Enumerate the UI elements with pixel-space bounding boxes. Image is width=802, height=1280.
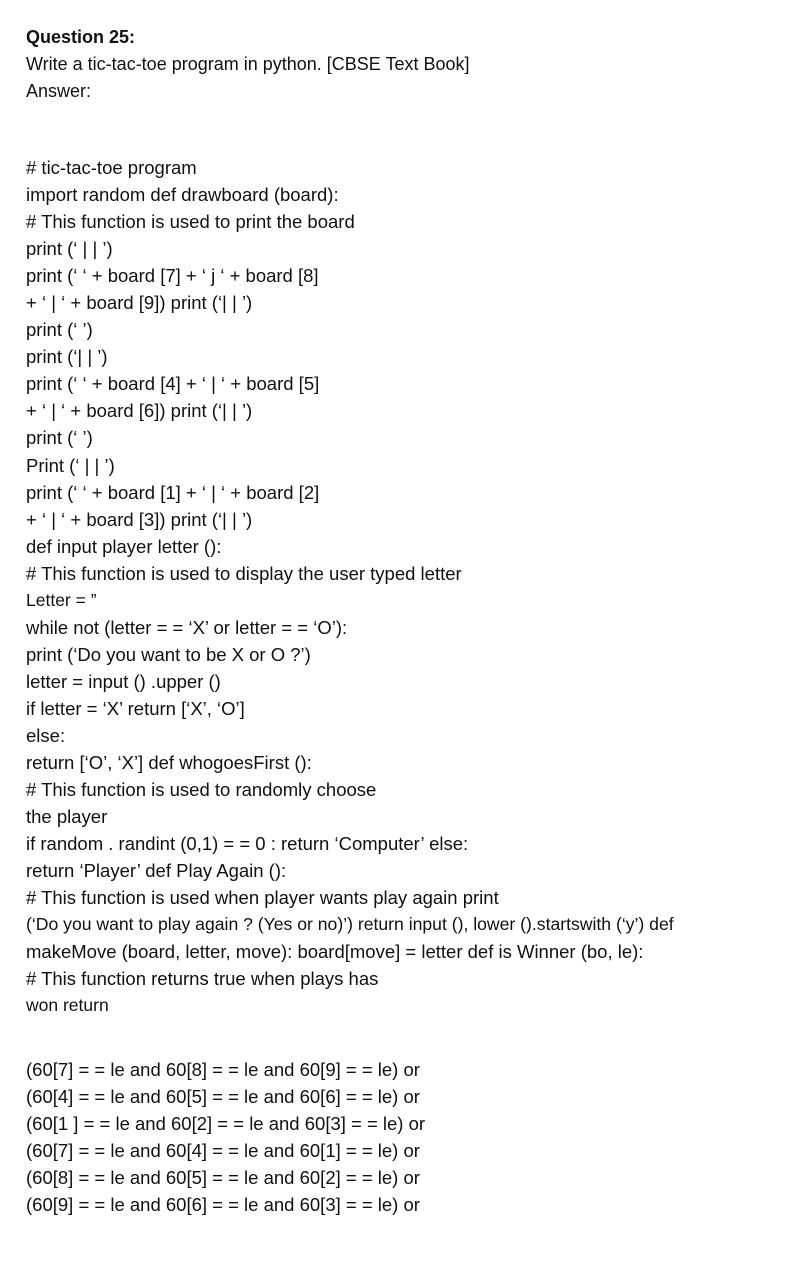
code-line: if random . randint (0,1) = = 0 : return ‘Computer’ else: bbox=[26, 833, 469, 855]
question-title: Question 25: bbox=[26, 27, 136, 47]
code-line: print (‘ | | ’) bbox=[26, 238, 113, 260]
condition-line: (60[7] = = le and 60[8] = = le and 60[9] = = le) or bbox=[26, 1058, 420, 1080]
code-line: print (‘ ‘ + board [1] + ‘ | ‘ + board [2] bbox=[26, 481, 320, 503]
code-line: # This function is used to display the user typed letter bbox=[26, 562, 462, 584]
code-line: letter = input () .upper () bbox=[26, 670, 221, 692]
code-line: print (‘ ‘ + board [4] + ‘ | ‘ + board [5] bbox=[26, 373, 320, 395]
code-line: # This function returns true when plays has bbox=[26, 968, 379, 990]
code-line: print (‘| | ’) bbox=[26, 346, 108, 368]
condition-line: (60[9] = = le and 60[6] = = le and 60[3] = = le) or bbox=[26, 1193, 420, 1215]
code-line: return ‘Player’ def Play Again (): bbox=[26, 860, 287, 882]
code-line: + ‘ | ‘ + board [6]) print (‘| | ’) bbox=[26, 400, 253, 422]
code-listing bbox=[26, 154, 796, 1020]
code-line: # tic-tac-toe program bbox=[26, 157, 197, 178]
answer-label: Answer: bbox=[26, 81, 92, 101]
code-line: print (‘Do you want to be X or O ?’) bbox=[26, 643, 311, 665]
condition-line: (60[8] = = le and 60[5] = = le and 60[2] = = le) or bbox=[26, 1166, 420, 1188]
code-line: + ‘ | ‘ + board [9]) print (‘| | ’) bbox=[26, 292, 253, 314]
code-line: Letter = ” bbox=[26, 589, 97, 610]
code-line: while not (letter = = ‘X’ or letter = = ‘O’): bbox=[26, 616, 348, 638]
code-line: # This function is used to randomly choose bbox=[26, 779, 377, 801]
code-line: else: bbox=[26, 724, 66, 746]
code-line: # This function is used to print the board bbox=[26, 211, 355, 233]
code-line: + ‘ | ‘ + board [3]) print (‘| | ’) bbox=[26, 508, 253, 530]
code-line: return [‘O’, ‘X’] def whogoesFirst (): bbox=[26, 752, 312, 774]
code-line: the player bbox=[26, 806, 108, 828]
code-line: if letter = ‘X’ return [‘X’, ‘O’] bbox=[26, 697, 245, 719]
winner-conditions bbox=[26, 1056, 796, 1218]
code-line: makeMove (board, letter, move): board[move] = letter def is Winner (bo, le): bbox=[26, 941, 644, 963]
code-line: (‘Do you want to play again ? (Yes or no)’) return input (), lower ().startswith (‘y’) def bbox=[26, 914, 674, 935]
document-page bbox=[26, 24, 796, 1218]
code-line: print (‘ ’) bbox=[26, 319, 93, 341]
code-line: def input player letter (): bbox=[26, 535, 222, 557]
condition-line: (60[7] = = le and 60[4] = = le and 60[1] = = le) or bbox=[26, 1139, 420, 1161]
condition-line: (60[1 ] = = le and 60[2] = = le and 60[3] = = le) or bbox=[26, 1112, 426, 1134]
code-line: Print (‘ | | ’) bbox=[26, 454, 115, 476]
code-line: won return bbox=[26, 995, 109, 1016]
question-prompt: Write a tic-tac-toe program in python. [CBSE Text Book] bbox=[26, 54, 470, 74]
code-line: print (‘ ’) bbox=[26, 427, 93, 449]
code-line: # This function is used when player wants play again print bbox=[26, 887, 499, 909]
code-line: import random def drawboard (board): bbox=[26, 184, 339, 206]
condition-line: (60[4] = = le and 60[5] = = le and 60[6] = = le) or bbox=[26, 1085, 420, 1107]
code-line: print (‘ ‘ + board [7] + ‘ j ‘ + board [8] bbox=[26, 265, 319, 287]
